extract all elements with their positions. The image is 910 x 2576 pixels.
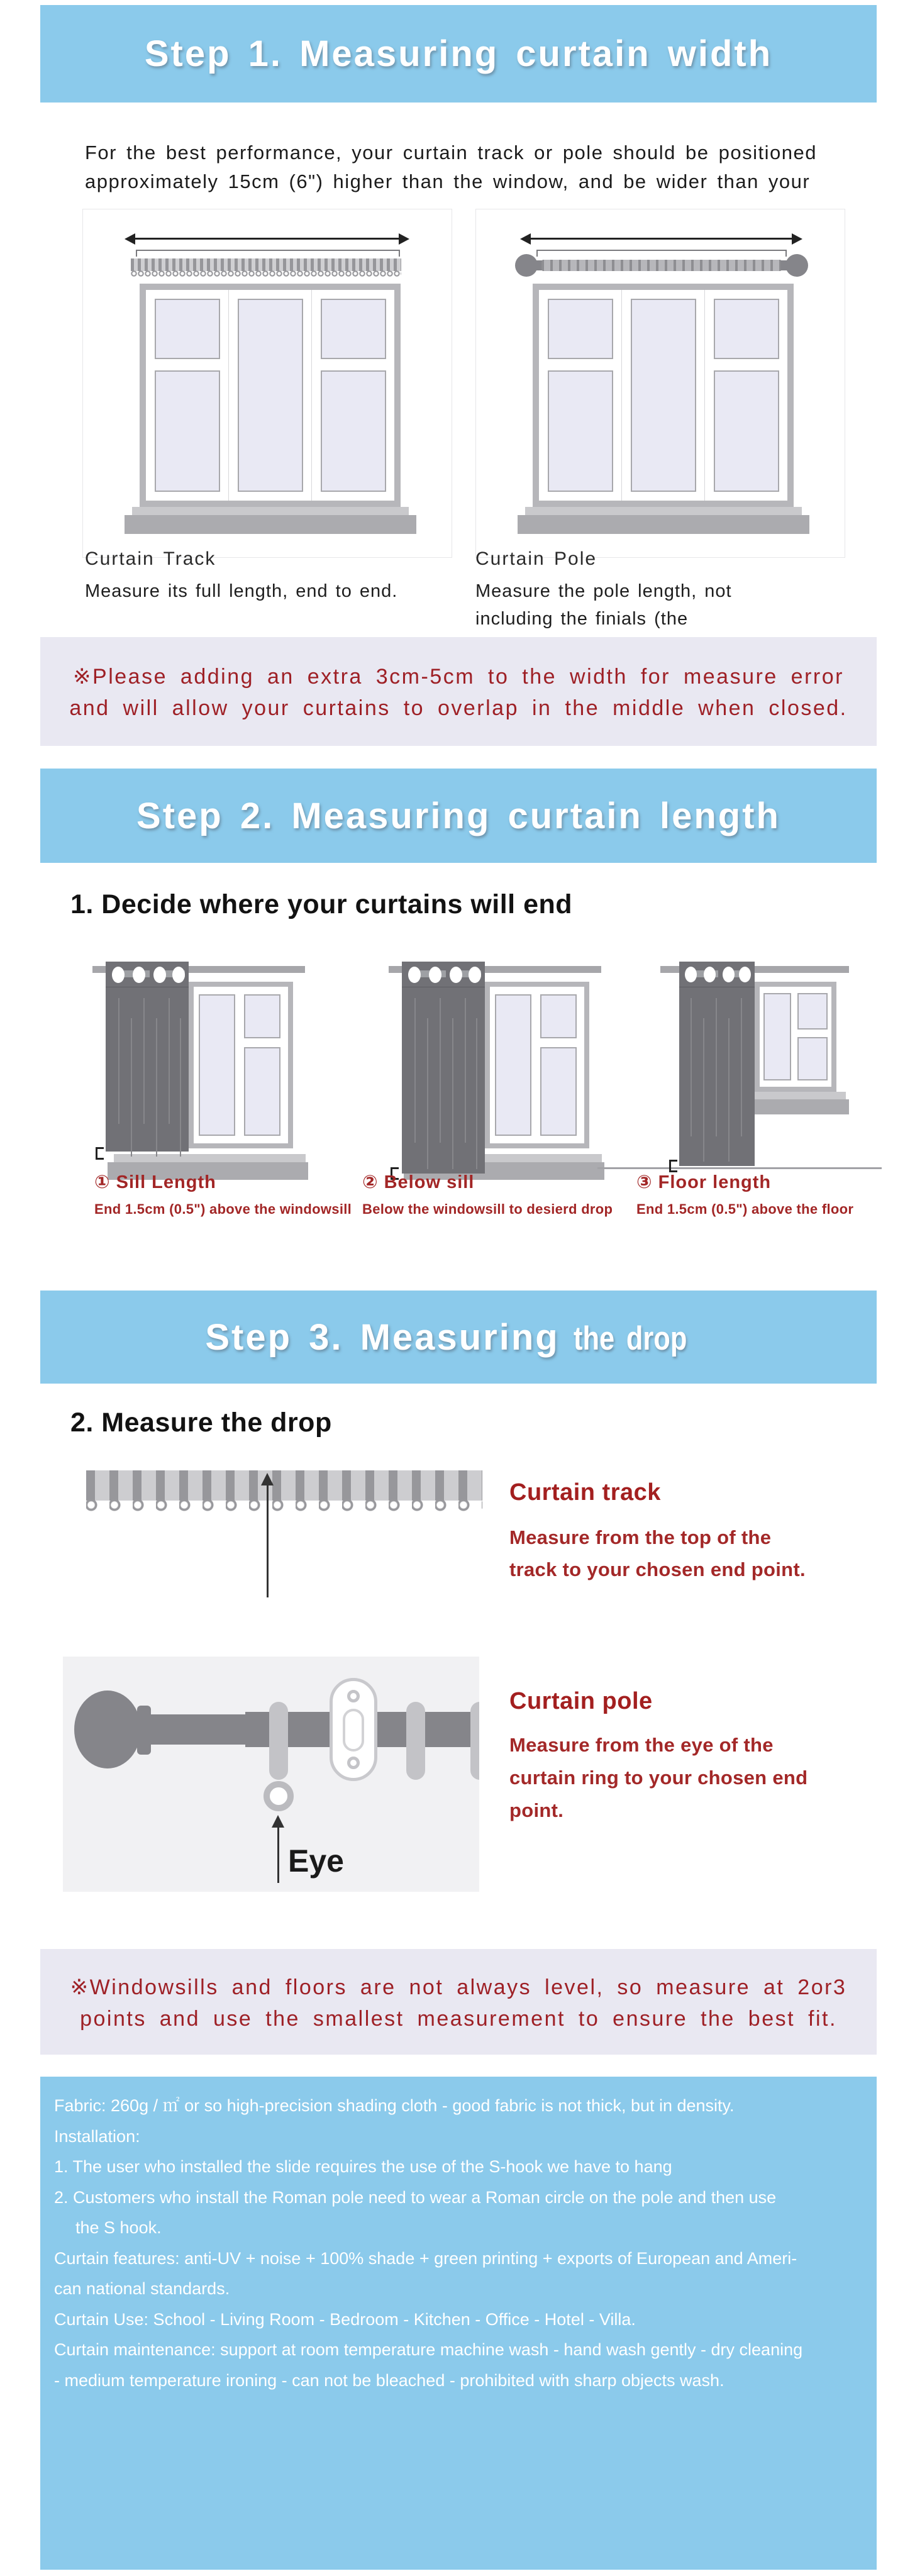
window-bottom-strip bbox=[132, 507, 409, 515]
pole-drop-heading: Curtain pole bbox=[509, 1688, 653, 1714]
product-info-section bbox=[40, 2077, 877, 2570]
curtain-fold bbox=[169, 998, 170, 1124]
curtain-fold bbox=[691, 998, 692, 1136]
pole-finial-icon bbox=[74, 1690, 141, 1768]
track-drop-heading: Curtain track bbox=[509, 1479, 661, 1506]
step3-header bbox=[40, 1291, 877, 1384]
window-pane bbox=[321, 299, 386, 359]
track-caption-title: Curtain Track bbox=[85, 548, 216, 569]
intro-line-2: approximately 15cm (6") higher than the window, and be wider than your bbox=[85, 170, 811, 192]
track-drop-line: Measure from the top of the bbox=[509, 1526, 772, 1548]
track-hook-eyes bbox=[131, 270, 401, 277]
grommet-icon bbox=[133, 967, 145, 983]
grommet-icon bbox=[739, 967, 751, 982]
eye-arrow-shaft bbox=[277, 1826, 279, 1883]
curtain-fold bbox=[427, 1018, 428, 1169]
ring-eye-icon bbox=[264, 1781, 294, 1811]
window-pane bbox=[548, 299, 613, 359]
pole-finial-icon bbox=[785, 254, 808, 277]
step3-title-sub: the drop bbox=[573, 1319, 687, 1357]
info-line: Fabric: 260g / ㎡ or so high-precision shading cloth - good fabric is not thick, but in density. bbox=[54, 2096, 735, 2115]
curtain-fold bbox=[440, 998, 441, 1143]
pole-drop-text bbox=[509, 1688, 807, 1822]
window-graphic bbox=[485, 982, 589, 1148]
window-mullion bbox=[228, 290, 229, 501]
track-drop-text bbox=[509, 1479, 806, 1581]
curtain-fold bbox=[741, 998, 742, 1136]
window-sill bbox=[741, 1099, 849, 1114]
eye-arrow-head-icon bbox=[272, 1815, 284, 1828]
pole-caption-line: Measure the pole length, not bbox=[475, 581, 732, 601]
width-note-line: ※Please adding an extra 3cm-5cm to the width for measure error bbox=[73, 665, 844, 689]
pole-stem bbox=[150, 1714, 248, 1745]
sill-length-diagram bbox=[54, 946, 308, 1182]
option-desc: End 1.5cm (0.5") above the windowsill bbox=[94, 1201, 352, 1217]
window-pane bbox=[199, 994, 235, 1136]
pole-drop-line: point. bbox=[509, 1799, 564, 1821]
end-point-mark bbox=[96, 1147, 104, 1160]
pole-caption-title: Curtain Pole bbox=[475, 548, 597, 569]
curtain-panel bbox=[402, 962, 485, 1174]
info-line: Curtain Use: School - Living Room - Bedroom - Kitchen - Office - Hotel - Villa. bbox=[54, 2309, 636, 2329]
drop-track-graphic bbox=[86, 1470, 482, 1501]
info-line: the S hook. bbox=[75, 2218, 162, 2237]
curtain-fold bbox=[156, 1018, 157, 1157]
drop-arrow-shaft bbox=[267, 1484, 269, 1597]
measure-bracket bbox=[136, 250, 400, 257]
option-caption-2 bbox=[362, 1171, 613, 1218]
info-line: Curtain features: anti-UV + noise + 100% shade + green printing + exports of European and Ameri- bbox=[54, 2248, 797, 2268]
curtain-ring-icon bbox=[269, 1702, 288, 1780]
drop-track-eyes bbox=[86, 1499, 482, 1513]
width-arrow-line bbox=[529, 238, 793, 240]
curtain-track-graphic bbox=[131, 258, 401, 271]
curtain-fold bbox=[476, 1018, 477, 1169]
option-label: ① Sill Length bbox=[94, 1172, 216, 1192]
width-arrow-right-icon bbox=[399, 233, 409, 245]
grommet-icon bbox=[153, 967, 166, 983]
curtain-track-diagram bbox=[82, 209, 452, 558]
grommet-icon bbox=[112, 967, 125, 983]
info-line: can national standards. bbox=[54, 2279, 230, 2298]
grommet-icon bbox=[172, 967, 185, 983]
screw-hole-icon bbox=[347, 1757, 360, 1769]
screw-hole-icon bbox=[347, 1690, 360, 1702]
curtain-fold bbox=[118, 998, 119, 1124]
curtain-fold bbox=[143, 998, 145, 1124]
step2-title: Step 2. Measuring curtain length bbox=[136, 795, 780, 836]
option-label: ② Below sill bbox=[362, 1172, 475, 1192]
width-arrow-line bbox=[133, 238, 400, 240]
grommet-icon bbox=[704, 967, 716, 982]
drop-note bbox=[40, 1949, 877, 2055]
below-sill-diagram bbox=[350, 946, 604, 1182]
curtain-fold bbox=[414, 998, 416, 1143]
curtain-ring-icon bbox=[406, 1702, 425, 1780]
drop-arrow-head-icon bbox=[261, 1473, 274, 1485]
window-pane bbox=[797, 993, 828, 1030]
curtain-pole-diagram bbox=[475, 209, 845, 558]
window-bottom-strip bbox=[525, 507, 802, 515]
floor-length-diagram bbox=[635, 946, 882, 1182]
window-pane bbox=[238, 299, 303, 492]
window-mullion bbox=[311, 290, 312, 501]
window-pane bbox=[797, 1037, 828, 1080]
window-pane bbox=[244, 994, 280, 1038]
window-bottom-strip bbox=[114, 1154, 306, 1162]
window-graphic bbox=[140, 284, 401, 507]
width-note-line: and will allow your curtains to overlap in the middle when closed. bbox=[69, 696, 848, 720]
window-pane bbox=[763, 993, 791, 1080]
bracket-slot bbox=[343, 1709, 364, 1752]
window-pane bbox=[495, 994, 531, 1136]
window-pane bbox=[244, 1047, 280, 1136]
option-caption-1 bbox=[94, 1171, 352, 1218]
drop-note-line: points and use the smallest measurement to ensure the best fit. bbox=[80, 2007, 837, 2031]
pole-finial-icon bbox=[515, 254, 538, 277]
curtain-fold bbox=[465, 998, 466, 1143]
option-desc: Below the windowsill to desierd drop bbox=[362, 1201, 613, 1217]
step2-subtitle: 1. Decide where your curtains will end bbox=[70, 889, 573, 919]
intro-line-1: For the best performance, your curtain track or pole should be positioned bbox=[85, 142, 817, 164]
window-pane bbox=[155, 370, 220, 492]
end-point-mark bbox=[669, 1160, 677, 1172]
option-label: ③ Floor length bbox=[636, 1172, 772, 1192]
step1-header bbox=[40, 5, 877, 103]
curtain-fold bbox=[452, 1018, 453, 1169]
grommet-icon bbox=[450, 967, 462, 983]
curtain-pole-graphic bbox=[541, 260, 782, 271]
window-pane bbox=[540, 994, 577, 1038]
pole-collar bbox=[137, 1706, 151, 1755]
pole-drop-line: curtain ring to your chosen end bbox=[509, 1767, 808, 1789]
window-bottom-strip bbox=[745, 1092, 846, 1099]
width-arrow-right-icon bbox=[792, 233, 802, 245]
window-pane bbox=[540, 1047, 577, 1136]
window-graphic bbox=[189, 982, 293, 1148]
window-pane bbox=[155, 299, 220, 359]
step3-subtitle: 2. Measure the drop bbox=[70, 1407, 332, 1438]
curtain-fold bbox=[180, 1018, 181, 1157]
track-caption-line: Measure its full length, end to end. bbox=[85, 581, 398, 601]
info-line: - medium temperature ironing - can not be bleached - prohibited with sharp objects wash. bbox=[54, 2370, 724, 2390]
pole-caption-line: including the finials (the bbox=[475, 609, 689, 629]
step1-title: Step 1. Measuring curtain width bbox=[144, 33, 773, 74]
info-line: Curtain maintenance: support at room temperature machine wash - hand wash gently - dry cleaning bbox=[54, 2340, 803, 2359]
window-pane bbox=[714, 370, 779, 492]
window-mullion bbox=[621, 290, 622, 501]
window-mullion bbox=[704, 290, 705, 501]
measure-bracket bbox=[536, 250, 787, 257]
curtain-panel bbox=[106, 962, 189, 1152]
track-caption bbox=[85, 548, 397, 605]
curtain-ring-icon bbox=[470, 1702, 479, 1780]
option-caption-3 bbox=[636, 1171, 853, 1218]
grommet-icon bbox=[408, 967, 421, 983]
curtain-fold bbox=[728, 1018, 730, 1162]
width-note bbox=[40, 637, 877, 746]
curtain-panel bbox=[679, 962, 755, 1166]
grommet-icon bbox=[469, 967, 481, 983]
grommet-icon bbox=[429, 967, 441, 983]
curtain-fold bbox=[716, 998, 717, 1136]
info-line: 1. The user who installed the slide requires the use of the S-hook we have to hang bbox=[54, 2157, 672, 2176]
bracket-plate-icon bbox=[330, 1678, 377, 1781]
step2-header bbox=[40, 769, 877, 863]
grommet-icon bbox=[723, 967, 735, 982]
window-pane bbox=[321, 370, 386, 492]
step3-title-main: Step 3. Measuring bbox=[205, 1316, 560, 1358]
window-graphic bbox=[533, 284, 794, 507]
info-line: Installation: bbox=[54, 2126, 140, 2146]
window-graphic bbox=[755, 982, 836, 1092]
eye-label: Eye bbox=[288, 1843, 344, 1879]
window-sill bbox=[125, 515, 416, 534]
pole-caption bbox=[475, 548, 732, 633]
drop-note-line: ※Windowsills and floors are not always level, so measure at 2or3 bbox=[70, 1975, 847, 1999]
pole-drop-diagram bbox=[63, 1657, 479, 1892]
track-drop-line: track to your chosen end point. bbox=[509, 1558, 806, 1580]
grommet-icon bbox=[685, 967, 697, 982]
window-pane bbox=[631, 299, 696, 492]
window-pane bbox=[548, 370, 613, 492]
option-desc: End 1.5cm (0.5") above the floor bbox=[636, 1201, 854, 1217]
step3-title bbox=[205, 1316, 711, 1358]
curtain-fold bbox=[131, 1018, 132, 1157]
window-pane bbox=[714, 299, 779, 359]
pole-drop-line: Measure from the eye of the bbox=[509, 1734, 774, 1756]
window-sill bbox=[518, 515, 809, 534]
curtain-fold bbox=[703, 1018, 704, 1162]
intro-paragraph bbox=[85, 138, 817, 196]
info-line: 2. Customers who install the Roman pole need to wear a Roman circle on the pole and then use bbox=[54, 2187, 777, 2207]
